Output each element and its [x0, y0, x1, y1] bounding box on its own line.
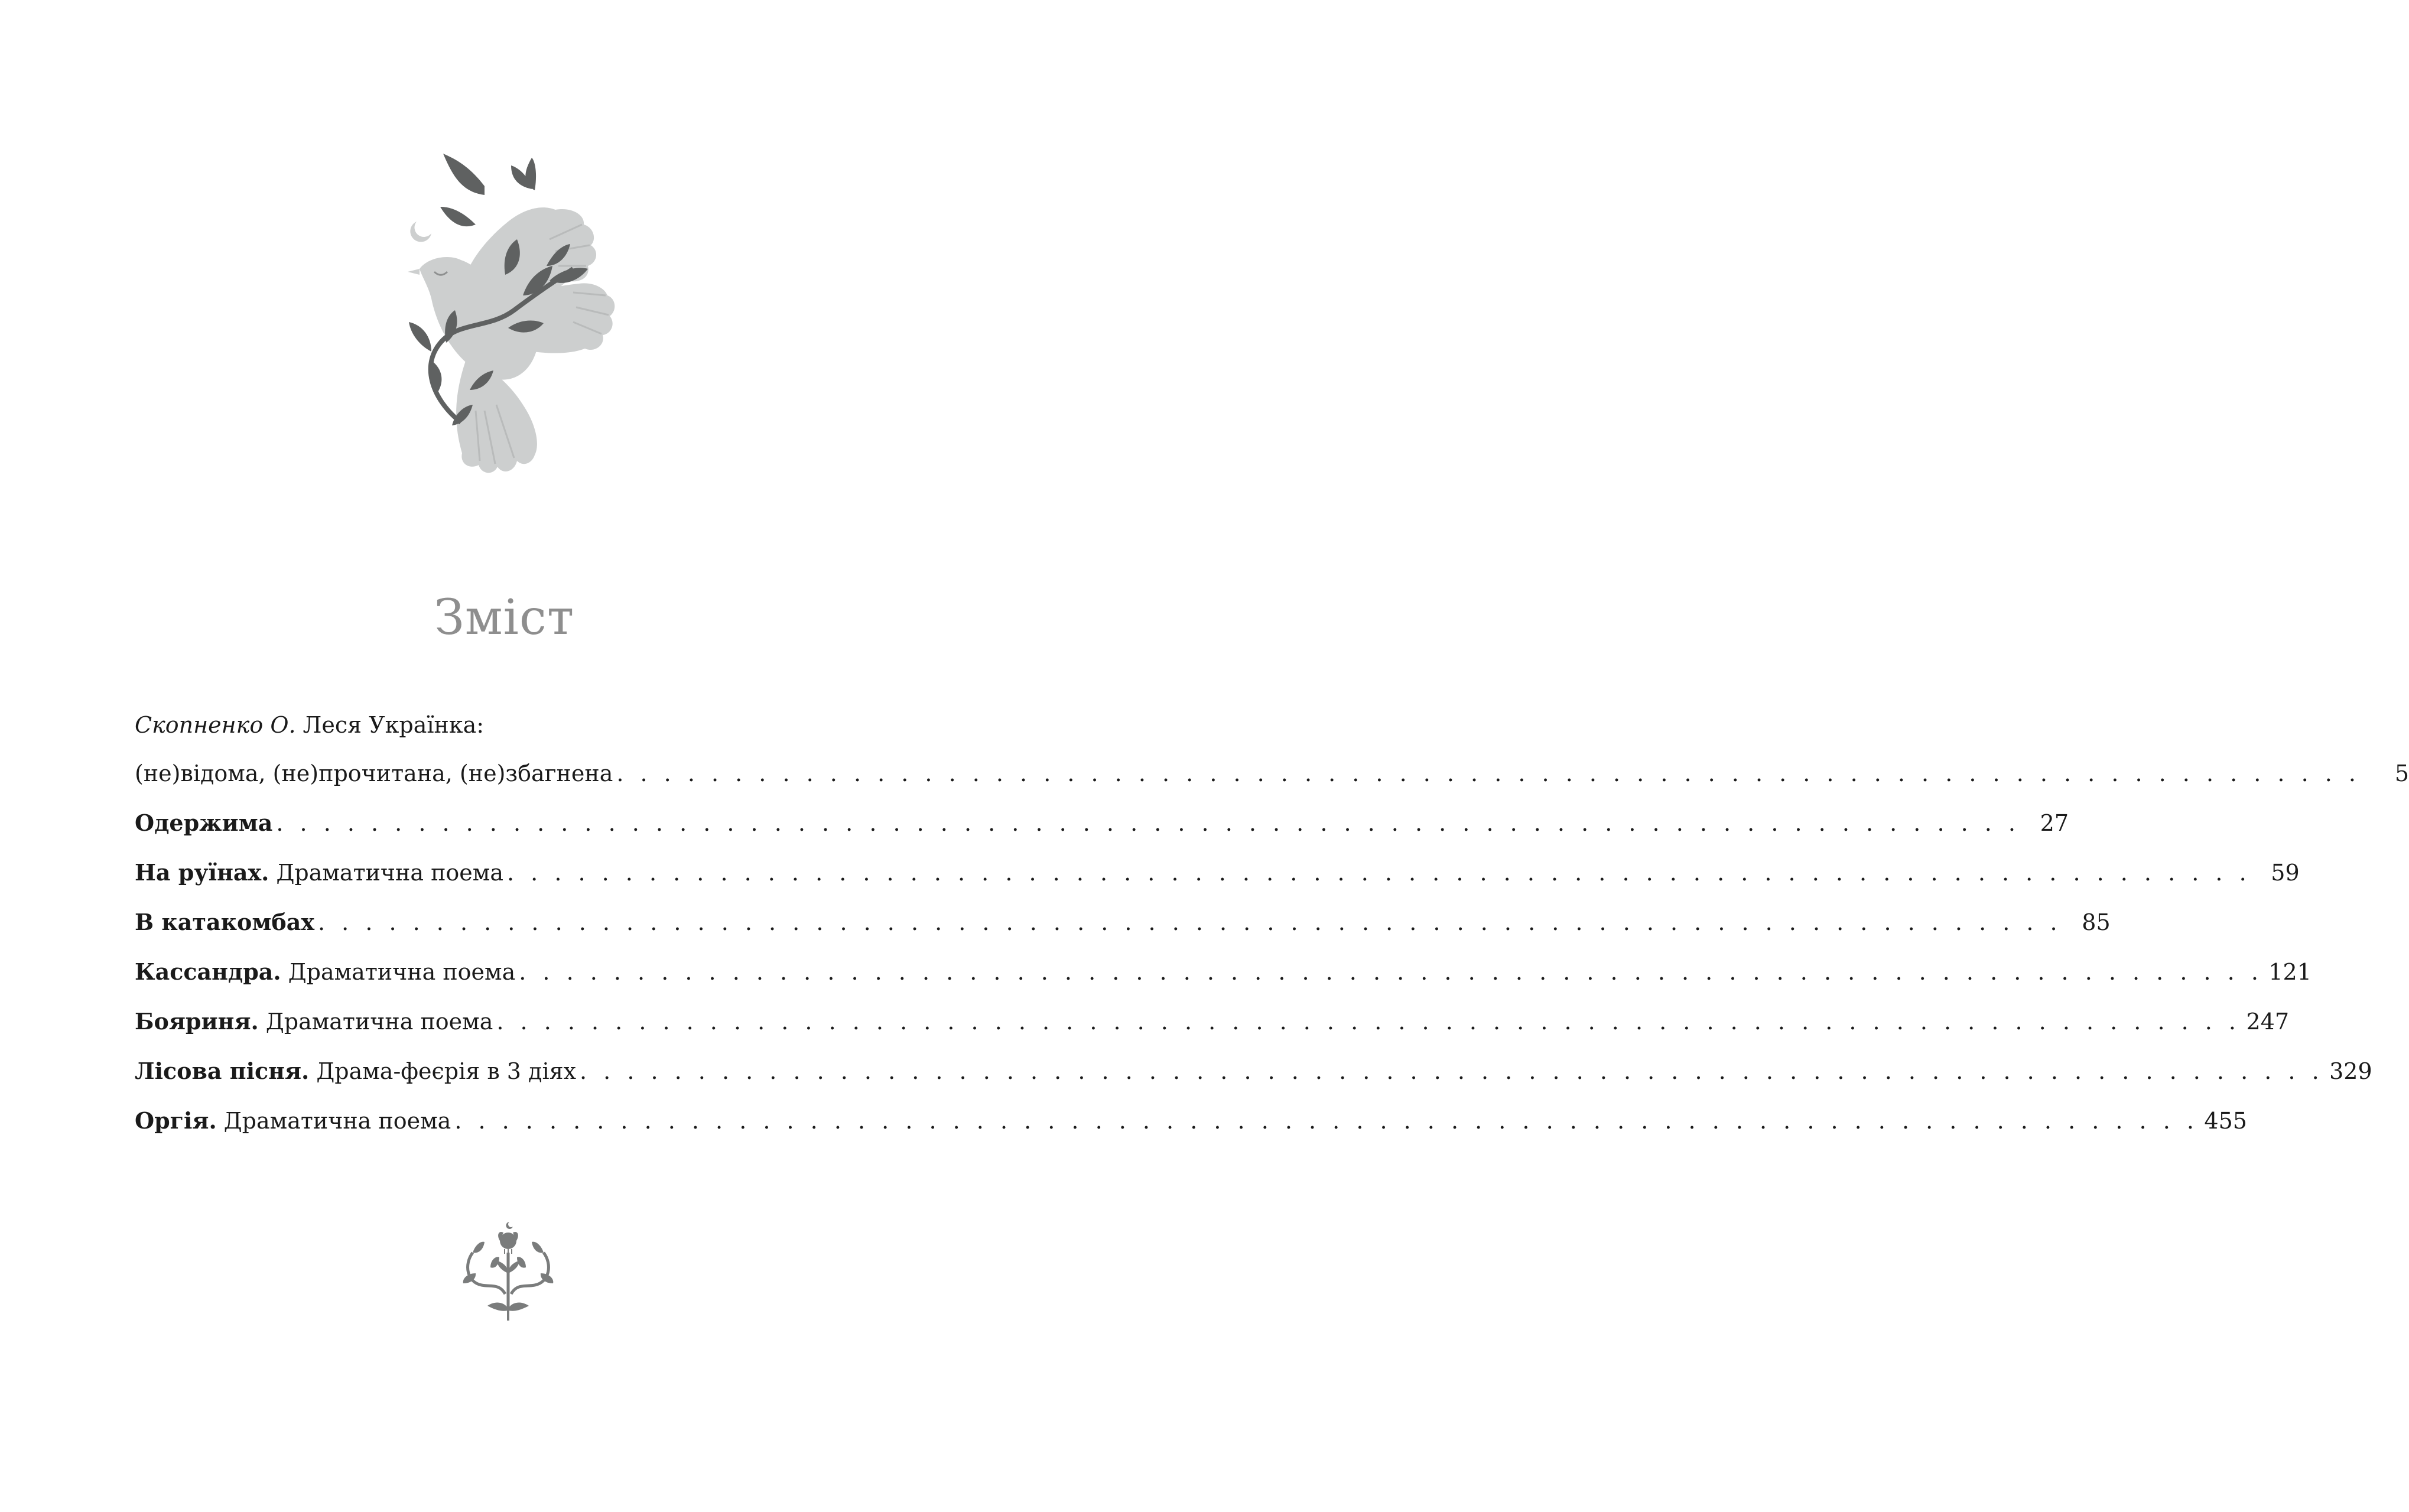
toc-entry[interactable]	[135, 1058, 2372, 1088]
toc-entry-title-bold: Одержима	[135, 809, 273, 836]
toc-entry-title: (не)відома, (не)прочитана, (не)збагнена	[135, 760, 613, 786]
toc-page-number: 247	[2246, 1009, 2290, 1035]
toc-entry[interactable]	[135, 1107, 2247, 1138]
toc-page-number: 329	[2329, 1058, 2372, 1084]
toc-entry-subtitle: Драматична поема	[281, 959, 516, 985]
toc-dot-leader: . . . . . . . . . . . . . . . . . . . . . . . . . . . . . . . . . . . . . . . . . . . . . . . . . . . . . . . . . . . . . . . . . . . . . . . . . .	[318, 909, 2062, 935]
toc-entry-subtitle: Драматична поема	[216, 1108, 451, 1134]
toc-dot-leader: . . . . . . . . . . . . . . . . . . . . . . . . . . . . . . . . . . . . . . . . . . . . . . . . . . . . . . . . . . . . . . . . . . . . . . . . . .	[519, 959, 2263, 985]
toc-page-number: 455	[2204, 1108, 2247, 1134]
toc-dot-leader: . . . . . . . . . . . . . . . . . . . . . . . . . . . . . . . . . . . . . . . . . . . . . . . . . . . . . . . . . . . . . . . . . . . . . . . . . .	[454, 1108, 2199, 1134]
toc-page-number: 121	[2268, 959, 2312, 985]
toc-entry-subtitle: Драматична поема	[269, 860, 504, 886]
toc-entry[interactable]	[135, 859, 2300, 890]
toc-page-number: 85	[2082, 909, 2111, 935]
page-title: Зміст	[434, 590, 575, 646]
toc-entry-title-bold: Лісова пісня.	[135, 1058, 310, 1084]
table-of-contents	[135, 712, 2409, 1159]
toc-entry-subtitle: Драматична поема	[258, 1009, 493, 1035]
dove-illustration	[396, 151, 632, 482]
toc-dot-leader: . . . . . . . . . . . . . . . . . . . . . . . . . . . . . . . . . . . . . . . . . . . . . . . . . . . . . . . . . . . . . . . . . . . . . . . . . .	[580, 1058, 2324, 1084]
toc-entry-subtitle: Драма-феєрія в 3 діях	[309, 1058, 577, 1084]
toc-entry[interactable]	[135, 958, 2312, 989]
toc-page-number: 27	[2040, 810, 2069, 836]
toc-dot-leader: . . . . . . . . . . . . . . . . . . . . . . . . . . . . . . . . . . . . . . . . . . . . . . . . . . . . . . . . . . . . . . . . . . . . . . . . . .	[276, 810, 2021, 836]
toc-entry-title-bold: Бояриня.	[135, 1008, 259, 1035]
toc-entry-pretitle: Леся Українка:	[295, 712, 485, 738]
dove-with-olive-branch-icon	[396, 151, 632, 482]
toc-dot-leader: . . . . . . . . . . . . . . . . . . . . . . . . . . . . . . . . . . . . . . . . . . . . . . . . . . . . . . . . . . . . . . . . . . . . . . . . . .	[507, 860, 2251, 886]
toc-page-number: 59	[2271, 860, 2300, 886]
toc-entry[interactable]	[135, 909, 2111, 939]
toc-dot-leader: . . . . . . . . . . . . . . . . . . . . . . . . . . . . . . . . . . . . . . . . . . . . . . . . . . . . . . . . . . . . . . . . . . . . . . . . . .	[496, 1009, 2241, 1035]
toc-entry[interactable]	[135, 809, 2069, 840]
toc-entry-author: Скопненко О.	[135, 712, 296, 738]
toc-entry-title-bold: В катакомбах	[135, 909, 314, 935]
floral-ornament	[455, 1217, 561, 1324]
floral-ornament-icon	[455, 1217, 561, 1324]
toc-entry-title-bold: На руїнах.	[135, 859, 269, 886]
toc-dot-leader: . . . . . . . . . . . . . . . . . . . . . . . . . . . . . . . . . . . . . . . . . . . . . . . . . . . . . . . . . . . . . . . . . . . . . . . . . .	[616, 760, 2361, 786]
toc-entry-preline	[135, 714, 844, 742]
toc-entry[interactable]	[135, 1008, 2290, 1039]
toc-entry-title-bold: Кассандра.	[135, 958, 281, 985]
toc-page-number: 5	[2394, 760, 2409, 786]
toc-entry-title-bold: Оргія.	[135, 1107, 217, 1134]
toc-entry[interactable]	[135, 712, 2409, 791]
